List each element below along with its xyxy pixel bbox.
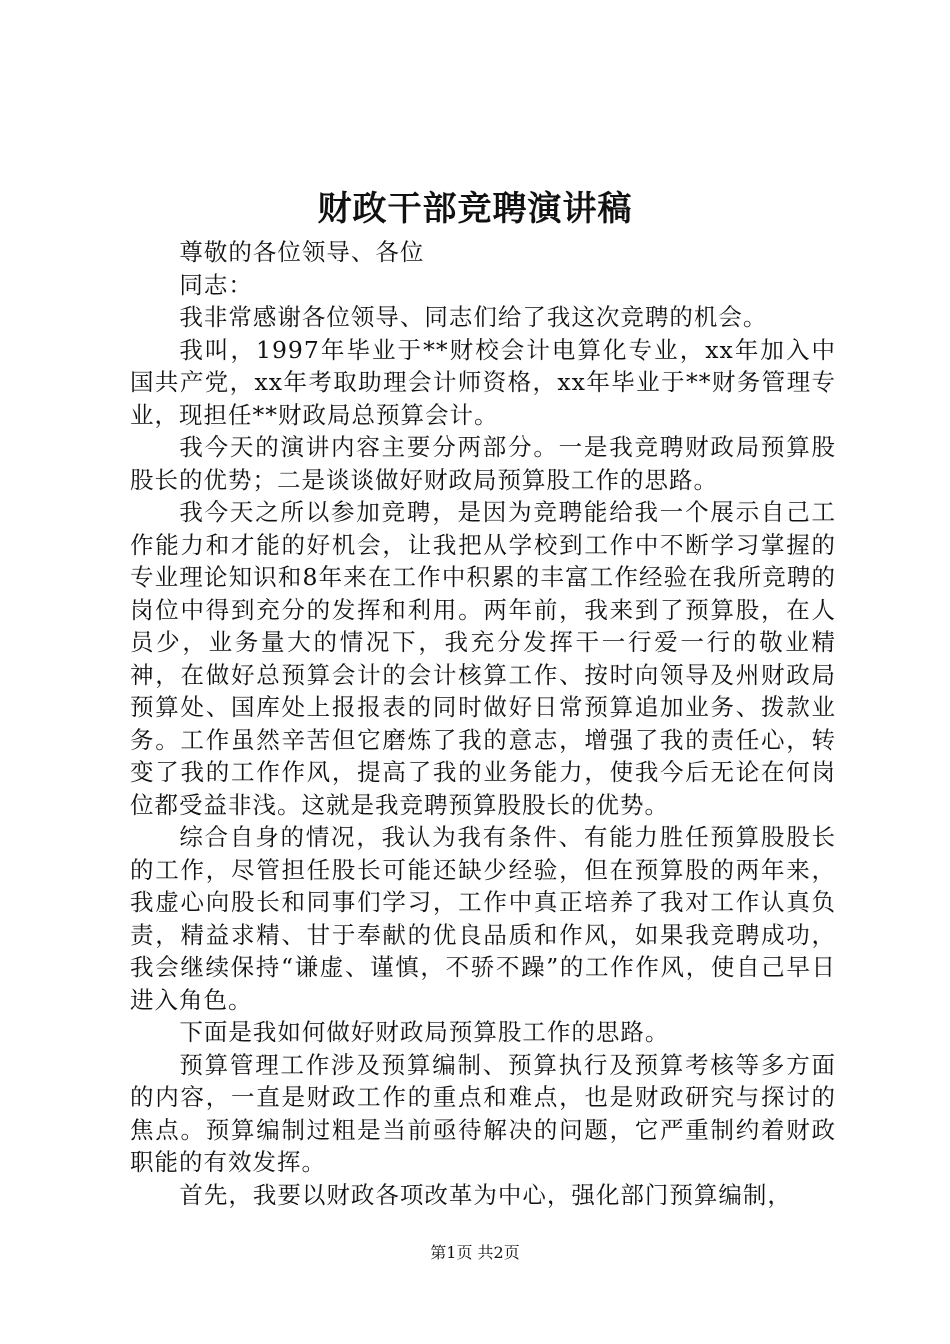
document-title: 财政干部竞聘演讲稿 [317,189,633,229]
paragraph-advantages: 我今天之所以参加竞聘，是因为竞聘能给我一个展示自己工作能力和才能的好机会，让我把从学校到工作中不断学习掌握的专业理论知识和8年来在工作中积累的丰富工作经验在我所竞聘的岗位中得到充分的发挥和利用。两年前，我来到了预算股，在人员少，业务量大的情况下，我充分发挥干一行爱一行的敬业精神，在做好总预算会计的会计核算工作、按时向领导及州财政局预算处、国库处上报报表的同时做好日常预算追加业务、拨款业务。工作虽然辛苦但它磨炼了我的意志，增强了我的责任心，转变了我的工作作风，提高了我的业务能力，使我今后无论在何岗位都受益非浅。这就是我竞聘预算股股长的优势。 [130,498,836,819]
document-body [130,236,836,1211]
page-number-footer: 第1页 共2页 [430,1243,520,1262]
paragraph-transition: 下面是我如何做好财政局预算股工作的思路。 [179,1018,670,1046]
paragraph-salutation: 尊敬的各位领导、各位 [179,238,425,266]
paragraph-budget-management: 预算管理工作涉及预算编制、预算执行及预算考核等多方面的内容，一直是财政工作的重点和难点，也是财政研究与探讨的焦点。预算编制过粗是当前亟待解决的问题，它严重制约着财政职能的有效发挥。 [130,1050,836,1176]
paragraph-first-point: 首先，我要以财政各项改革为中心，强化部门预算编制， [179,1180,792,1209]
paragraph-introduction: 我叫，1997年毕业于**财校会计电算化专业，xx年加入中国共产党，xx年考取助理会计师资格，xx年毕业于**财务管理专业，现担任**财政局总预算会计。 [130,335,836,429]
paragraph-outline: 我今天的演讲内容主要分两部分。一是我竞聘财政局预算股股长的优势；二是谈谈做好财政局预算股工作的思路。 [130,433,836,494]
paragraph-self-assessment: 综合自身的情况，我认为我有条件、有能力胜任预算股股长的工作，尽管担任股长可能还缺少经验，但在预算股的两年来，我虚心向股长和同事们学习，工作中真正培养了我对工作认真负责，精益求精、甘于奉献的优良品质和作风，如果我竞聘成功，我会继续保持“谦虚、谨慎，不骄不躁”的工作作风，使自己早日进入角色。 [130,823,836,1014]
paragraph-salutation-cont: 同志： [179,270,253,299]
paragraph-thanks: 我非常感谢各位领导、同志们给了我这次竞聘的机会。 [179,303,768,331]
